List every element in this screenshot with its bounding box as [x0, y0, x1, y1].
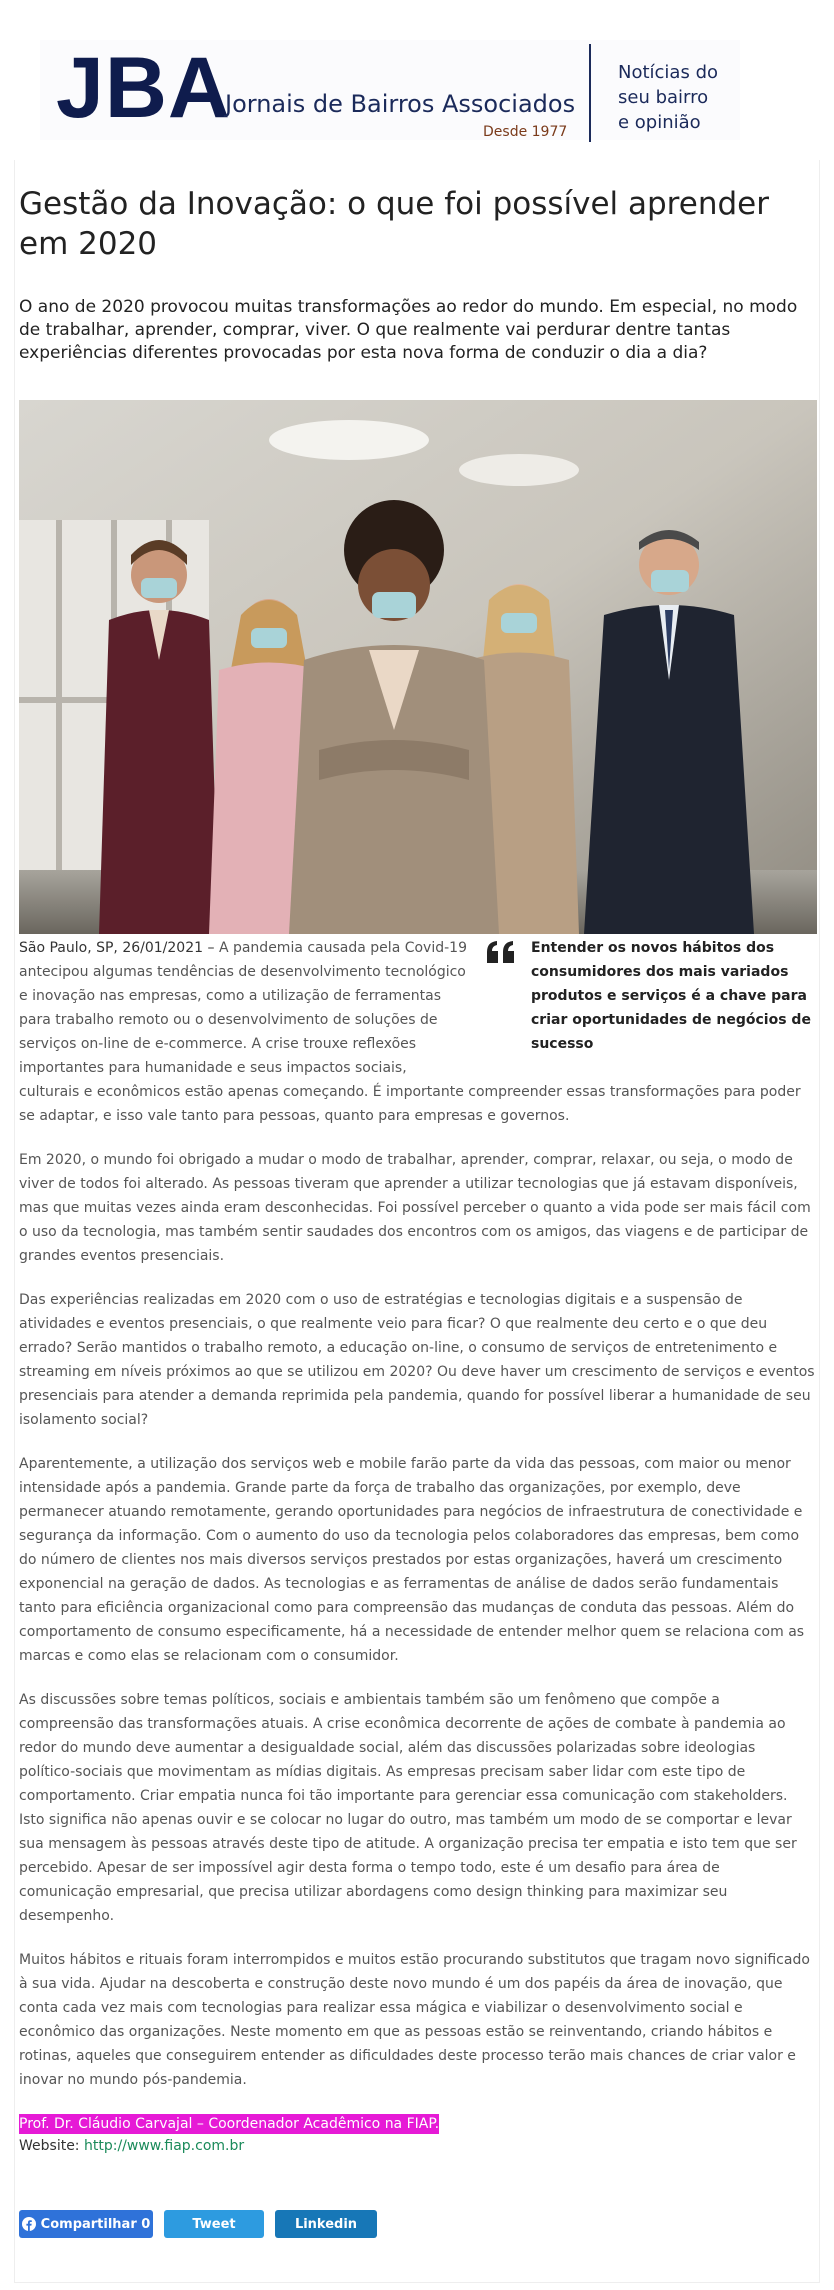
website-link[interactable]: http://www.fiap.com.br — [83, 2138, 245, 2154]
tagline-line-1: Notícias do — [618, 62, 719, 83]
author-line-wrap — [19, 2112, 815, 2136]
pull-quote — [485, 936, 815, 1056]
article-lead: O ano de 2020 provocou muitas transformações ao redor do mundo. Em especial, no modo de trabalhar, aprender, comprar, viver. O que realmente vai perdurar dentre tantas experiências diferentes provocadas por esta nova forma de conduzir o dia a dia? — [19, 297, 798, 363]
tagline-line-3: e opinião — [618, 112, 701, 133]
website-line — [19, 2138, 244, 2154]
dateline: São Paulo, SP, 26/01/2021 – — [19, 940, 215, 956]
logo-subtitle: Jornais de Bairros Associados — [225, 90, 576, 118]
hero-photo-illustration — [19, 400, 817, 934]
tagline-line-2: seu bairro — [618, 87, 709, 108]
author-credit: Prof. Dr. Cláudio Carvajal – Coordenador Acadêmico na FIAP. — [19, 2116, 440, 2132]
paragraph-1 — [19, 936, 815, 1128]
hero-image — [19, 400, 817, 934]
paragraph-4: Aparentemente, a utilização dos serviços web e mobile farão parte da vida das pessoas, com maior ou menor intensidade após a pandemia. Grande parte da força de trabalho das organizações, por exemplo, deve permanecer atuando remotamente, gerando oportunidades para negócios de infraestrutura de conectividade e segurança da informação. Com o aumento do uso da tecnologia pelos colaboradores das empresas, bem como do número de clientes nos mais diversos serviços prestados por estas organizações, haverá um crescimento exponencial na geração de dados. As tecnologias e as ferramentas de análise de dados serão fundamentais tanto para eficiência organizacional como para compreensão das mudanças de conduta das pessoas. Além do comportamento de consumo especificamente, há a necessidade de entender melhor quem se relaciona com as marcas e como elas se relacionam com o consumidor. — [19, 1456, 805, 1664]
twitter-share-label: Tweet — [192, 2216, 236, 2232]
article — [14, 160, 820, 2283]
logo-divider — [589, 44, 591, 142]
paragraph-6: Muitos hábitos e rituais foram interrompidos e muitos estão procurando substitutos que tragam novo significado à sua vida. Ajudar na descoberta e construção deste novo mundo é um dos papéis da área de inovação, que conta cada vez mais com tecnologias para realizar essa mágica e viabilizar o desenvolvimento social e econômico das organizações. Neste momento em que as pessoas estão se reinventando, criando hábitos e rotinas, aqueles que conseguirem entender as dificuldades deste processo terão mais chances de criar valor e inovar no mundo pós-pandemia. — [19, 1952, 810, 2088]
linkedin-share-button[interactable] — [275, 2210, 377, 2238]
logo-since: Desde 1977 — [483, 124, 568, 140]
quote-icon — [485, 940, 517, 964]
paragraph-2: Em 2020, o mundo foi obrigado a mudar o modo de trabalhar, aprender, comprar, relaxar, ou seja, o modo de viver de todos foi alterado. As pessoas tiveram que aprender a utilizar tecnologias que já estavam disponíveis, mas que muitas vezes ainda eram desconhecidas. Foi possível perceber o quanto a vida pode ser mais fácil com o uso da tecnologia, mas também sentir saudades dos encontros com os amigos, das viagens e de participar de grandes eventos presenciais. — [19, 1152, 811, 1264]
article-title: Gestão da Inovação: o que foi possível aprender em 2020 — [19, 186, 769, 262]
site-tagline — [618, 60, 718, 135]
paragraph-5: As discussões sobre temas políticos, sociais e ambientais também são um fenômeno que compõe a compreensão das transformações atuais. A crise econômica decorrente de ações de combate à pandemia ao redor do mundo deve aumentar a desigualdade social, além das discussões polarizadas sobre ideologias político-sociais que movimentam as mídias digitais. As empresas precisam saber lidar com este tipo de comportamento. Criar empatia nunca foi tão importante para gerenciar essa comunicação com stakeholders. Isto significa não apenas ouvir e se colocar no lugar do outro, mas também um modo de se comportar e levar sua mensagem às pessoas através deste tipo de atitude. A organização precisa ter empatia e isto tem que ser percebido. Apesar de ser impossível agir desta forma o tempo todo, este é um desafio para área de comunicação empresarial, que precisa utilizar abordagens como design thinking para maximizar seu desempenho. — [19, 1692, 797, 1924]
paragraph-1-text: A pandemia causada pela Covid-19 antecipou algumas tendências de desenvolvimento tecnológico e inovação nas empresas, como a utilização de ferramentas para trabalho remoto ou o desenvolvimento de soluções de serviços on-line de e-commerce. A crise trouxe reflexões importantes para humanidade e seus impactos sociais, culturais e econômicos estão apenas começando. É importante compreender essas transformações para poder se adaptar, e isso vale tanto para pessoas, quanto para empresas e governos. — [19, 940, 801, 1124]
facebook-share-label: Compartilhar 0 — [40, 2216, 151, 2232]
logo-wordmark[interactable]: JBA — [56, 40, 232, 136]
site-header — [40, 40, 740, 140]
facebook-icon — [22, 2217, 36, 2231]
facebook-share-button[interactable] — [19, 2210, 153, 2238]
pull-quote-text: Entender os novos hábitos dos consumidores dos mais variados produtos e serviços é a chave para criar oportunidades de negócios de sucesso — [531, 940, 811, 1052]
twitter-share-button[interactable] — [164, 2210, 264, 2238]
article-body — [19, 936, 815, 2136]
website-label: Website: — [19, 2138, 80, 2154]
linkedin-share-label: Linkedin — [294, 2216, 358, 2232]
paragraph-3: Das experiências realizadas em 2020 com o uso de estratégias e tecnologias digitais e a suspensão de atividades e eventos presenciais, o que realmente veio para ficar? O que realmente deu certo e o que deu errado? Serão mantidos o trabalho remoto, a educação on-line, o consumo de serviços de entretenimento e streaming em níveis próximos ao que se utilizou em 2020? Ou deve haver um crescimento de serviços e eventos presenciais para atender a demanda reprimida pela pandemia, quando for possível liberar a humanidade de seu isolamento social? — [19, 1292, 815, 1428]
